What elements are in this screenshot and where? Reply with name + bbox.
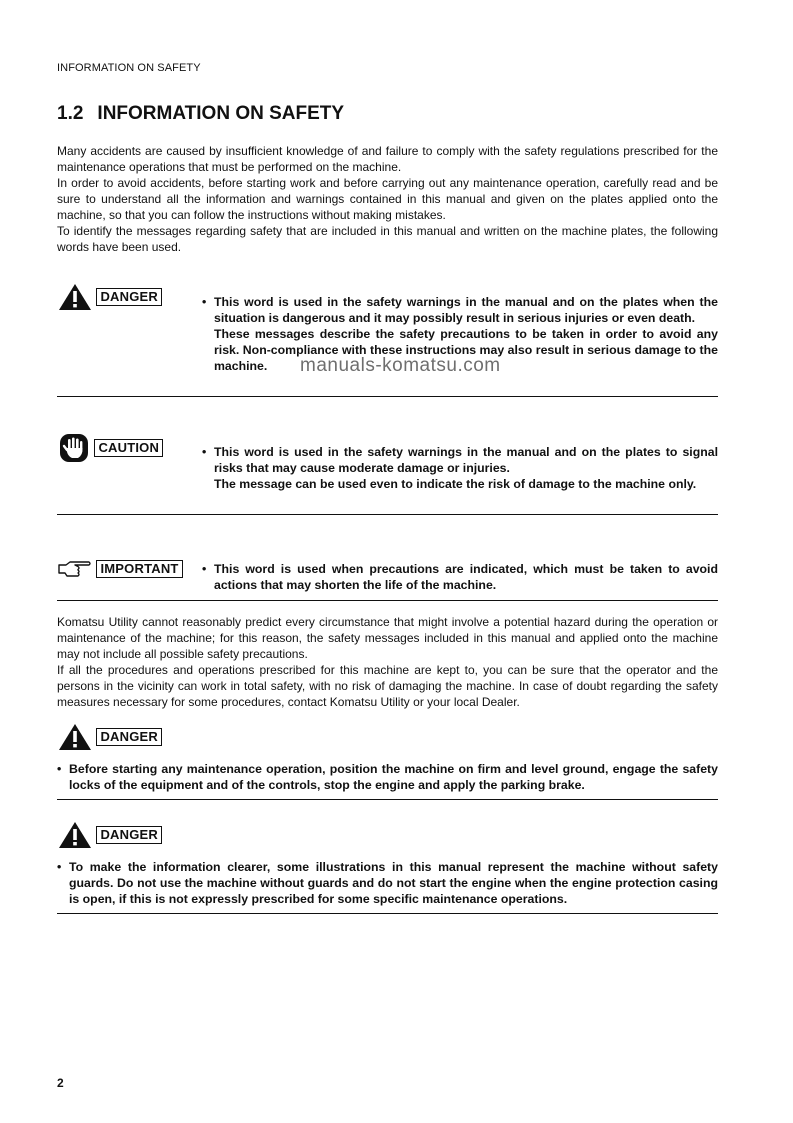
danger-label: DANGER <box>96 288 162 306</box>
divider <box>57 799 718 800</box>
danger-label: DANGER <box>96 728 162 746</box>
definition-line: This word is used in the safety warnings in the manual and on the plates when the situation is dangerous and it may possibly result in serious injuries or even death. <box>214 295 718 325</box>
definition-line: This word is used when precautions are indicated, which must be taken to avoid actions that may shorten the life of the machine. <box>214 562 718 592</box>
danger-definition <box>202 294 718 374</box>
definition-line: This word is used in the safety warnings in the manual and on the plates to signal risks that may cause moderate damage or injuries. <box>214 445 718 475</box>
running-header: INFORMATION ON SAFETY <box>57 62 201 74</box>
body-paragraph: Komatsu Utility cannot reasonably predict every circumstance that might involve a potential hazard during the operation or maintenance of the machine; for this reason, the safety messages included in this manual and applied onto the machine may not include all possible safety precautions. <box>57 615 718 661</box>
danger-signal <box>58 283 162 311</box>
danger-warning <box>57 761 718 793</box>
warning-text: To make the information clearer, some illustrations in this manual represent the machine without safety guards. Do not use the machine without guards and do not start the engine when the engine protection casing is open, if this is not expressly prescribed for some specific maintenance operations. <box>69 860 718 906</box>
warning-text: Before starting any maintenance operation, position the machine on firm and level ground, engage the safety locks of the equipment and of the controls, stop the engine and apply the parking brake. <box>69 762 718 792</box>
important-definition <box>202 561 718 593</box>
important-label: IMPORTANT <box>96 560 182 578</box>
intro-paragraph: In order to avoid accidents, before starting work and before carrying out any maintenance operation, carefully read and be sure to understand all the information and warnings contained in this manual and given on the plates applied onto the machine, so that you can follow the instructions without making mistakes. <box>57 176 718 222</box>
section-title-text: INFORMATION ON SAFETY <box>97 103 345 124</box>
danger-label: DANGER <box>96 826 162 844</box>
caution-definition <box>202 444 718 492</box>
divider <box>57 396 718 397</box>
caution-signal <box>58 433 163 463</box>
bullet: • <box>57 762 62 776</box>
important-signal <box>58 559 183 579</box>
bullet: • <box>202 445 207 459</box>
definition-line: The message can be used even to indicate the risk of damage to the machine only. <box>214 477 697 491</box>
section-number: 1.2 <box>57 103 84 124</box>
watermark: manuals-komatsu.com <box>300 355 501 376</box>
pointing-hand-icon <box>58 559 92 579</box>
danger-warning-header <box>58 821 162 849</box>
warning-triangle-icon <box>58 283 92 311</box>
page-number: 2 <box>57 1076 64 1090</box>
divider <box>57 600 718 601</box>
definition-line: These messages describe the safety precautions to be taken in order to avoid any risk. Non-compliance with these instructions may also result in serious damage to the machine. <box>214 327 718 373</box>
caution-label: CAUTION <box>94 439 163 457</box>
bullet: • <box>57 860 62 874</box>
divider <box>57 514 718 515</box>
intro-paragraph: Many accidents are caused by insufficient knowledge of and failure to comply with the safety regulations prescribed for the maintenance operations that must be performed on the machine. <box>57 144 718 174</box>
body-paragraph: If all the procedures and operations prescribed for this machine are kept to, you can be sure that the operator and the persons in the vicinity can work in total safety, with no risk of damaging the machine. In case of doubt regarding the safety measures necessary for some procedures, contact Komatsu Utility or your local Dealer. <box>57 663 718 709</box>
body-text <box>57 614 718 710</box>
danger-warning <box>57 859 718 907</box>
intro-paragraph: To identify the messages regarding safety that are included in this manual and written on the machine plates, the following words have been used. <box>57 224 718 254</box>
divider <box>57 913 718 914</box>
warning-triangle-icon <box>58 723 92 751</box>
section-title <box>57 103 344 125</box>
warning-triangle-icon <box>58 821 92 849</box>
intro-text <box>57 143 718 255</box>
danger-warning-header <box>58 723 162 751</box>
hand-icon <box>58 433 90 463</box>
bullet: • <box>202 562 207 576</box>
bullet: • <box>202 295 207 309</box>
